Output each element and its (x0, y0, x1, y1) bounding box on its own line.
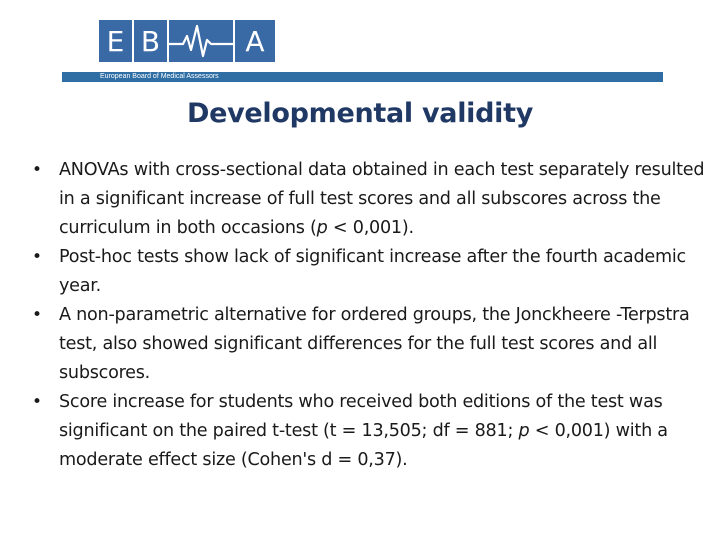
bullet-text-end: < 0,001). (327, 218, 414, 238)
bullet-dot: • (32, 160, 42, 180)
logo-tagline: European Board of Medical Assessors (100, 73, 219, 80)
bullet-dot: • (32, 305, 42, 325)
heartbeat-wave-icon (169, 20, 233, 62)
bullet-item (30, 156, 705, 243)
bullet-list (30, 156, 705, 475)
bullet-text: ANOVAs with cross-sectional data obtained in each test separately resulted in a significant increase of full test scores and all subscores across the curriculum in both occasions ( (59, 160, 705, 238)
logo-letter-b: B (134, 20, 167, 62)
logo-letter-e: E (99, 20, 132, 62)
bullet-text: Score increase for students who received both editions of the test was significant on the paired t-test (t = 13,505; df = 881; (59, 392, 663, 441)
slide-title: Developmental validity (186, 98, 534, 129)
bullet-dot: • (32, 247, 42, 267)
bullet-item (30, 388, 705, 475)
header (0, 0, 720, 90)
logo-letter-a: A (235, 20, 275, 62)
bullet-italic: p (316, 218, 328, 238)
bullet-italic: p (518, 421, 530, 441)
bullet-dot: • (32, 392, 42, 412)
bullet-text: Post-hoc tests show lack of significant increase after the fourth academic year. (59, 247, 686, 296)
bullet-item (30, 243, 705, 301)
bullet-text-end: < 0,001) with a moderate effect size (Cohen's d = 0,37). (59, 421, 668, 470)
ebma-logo (99, 20, 275, 62)
bullet-item (30, 301, 705, 388)
bullet-text: A non-parametric alternative for ordered groups, the Jonckheere -Terpstra test, also showed significant differences for the full test scores and all subscores. (59, 305, 690, 383)
